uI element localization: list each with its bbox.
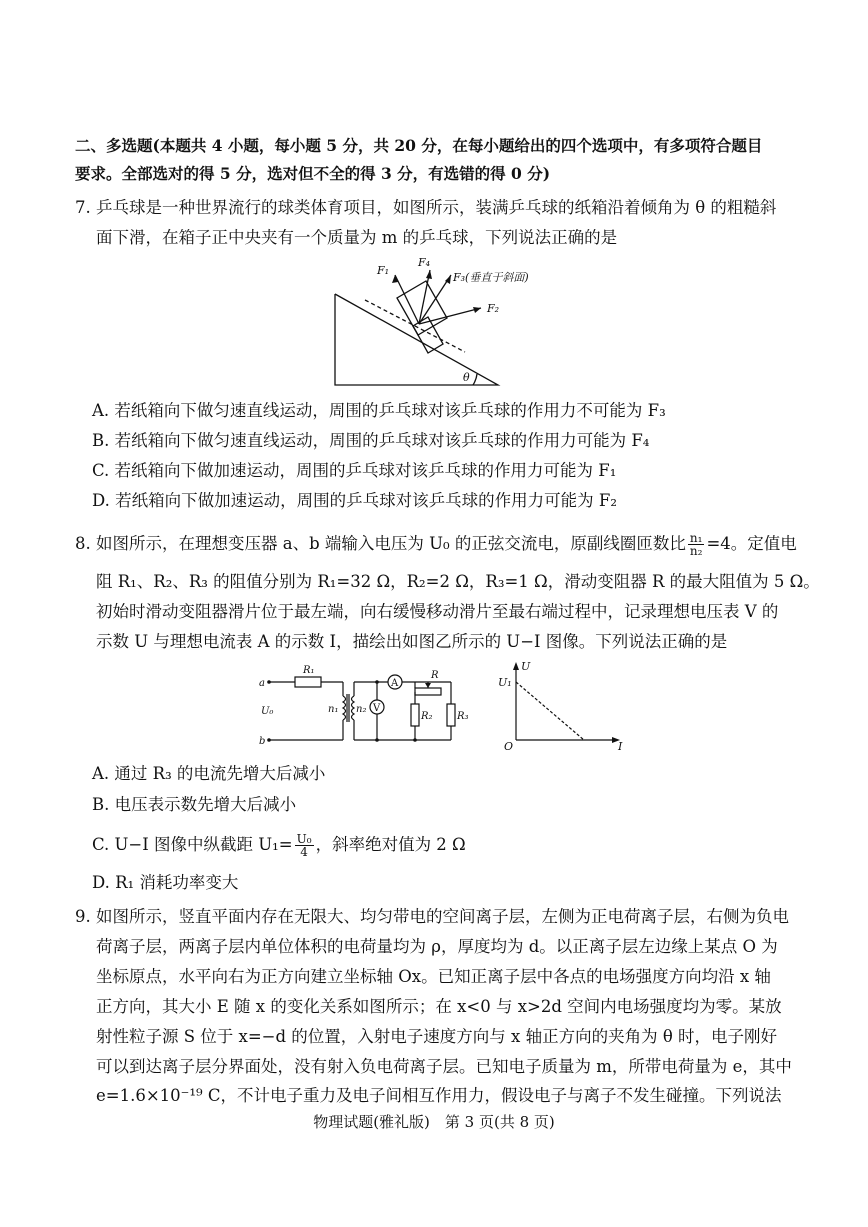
q8-ui-graph [496,660,636,754]
terminal-b: b [259,736,266,747]
q9-stem-line6: 可以到达离子层分界面处，没有射入负电荷离子层。已知电子质量为 m，所带电荷量为 e，其中 [96,1057,792,1076]
label-r: R [431,670,439,681]
secondary-coil [352,696,355,720]
rheostat-r [415,688,441,695]
resistor-r1 [295,677,321,687]
q7-option-a: A. 若纸箱向下做匀速直线运动，周围的乒乓球对该乒乓球的作用力不可能为 F₃ [92,401,666,420]
q7-stem-line1: 7. 乒乓球是一种世界流行的球类体育项目，如图所示，装满乒乓球的纸箱沿着倾角为 θ 的粗糙斜 [75,198,777,217]
q9-stem-line3: 坐标原点，水平向右为正方向建立坐标轴 Ox。已知正离子层中各点的电场强度方向均沿 x 轴 [96,967,771,986]
label-o: O [504,740,514,753]
q8-c-post: ，斜率绝对值为 2 Ω [315,835,466,854]
resistor-r3 [447,704,455,726]
q9-stem-line4: 正方向，其大小 E 随 x 的变化关系如图所示；在 x<0 与 x>2d 空间内电场强度均为零。某放 [96,997,782,1016]
label-voltmeter: V [373,703,381,714]
terminal-a: a [259,678,265,689]
q9-stem-line7: e=1.6×10⁻¹⁹ C，不计电子重力及电子间相互作用力，假设电子与离子不发生碰撞。下列说法 [96,1086,782,1105]
q8-option-c [92,833,466,858]
q8-circuit-figure [255,662,485,754]
label-f4: F₄ [418,256,431,269]
page-footer: 物理试题(雅礼版) 第 3 页(共 8 页) [313,1113,555,1131]
q7-stem-line2: 面下滑，在箱子正中央夹有一个质量为 m 的乒乓球，下列说法正确的是 [96,228,618,247]
section-header-line1: 二、多选题(本题共 4 小题，每小题 5 分，共 20 分，在每小题给出的四个选项中，有多项符合题目 [75,136,763,155]
q8-turns-ratio-fraction [688,532,705,557]
dashed-axis-line [365,300,465,352]
q7-incline-figure [325,252,565,392]
q8-line1-pre: 8. 如图所示，在理想变压器 a、b 端输入电压为 U₀ 的正弦交流电，原副线圈匝数比 [75,534,686,553]
q7-option-b: B. 若纸箱向下做匀速直线运动，周围的乒乓球对该乒乓球的作用力可能为 F₄ [92,431,650,450]
resistor-r2 [411,704,419,726]
q8-option-b: B. 电压表示数先增大后减小 [92,795,297,814]
label-r2: R₂ [421,711,433,722]
q8-stem-line1 [75,532,797,557]
q8-c-den: 4 [300,845,308,859]
q8-ratio-den: n₂ [689,544,703,558]
q7-option-c: C. 若纸箱向下做加速运动，周围的乒乓球对该乒乓球的作用力可能为 F₁ [92,461,617,480]
label-u0: U₀ [261,706,274,717]
label-r3: R₃ [457,711,469,722]
q8-c-fraction [295,833,314,858]
label-u: U [521,660,531,673]
q7-option-d: D. 若纸箱向下做加速运动，周围的乒乓球对该乒乓球的作用力可能为 F₂ [92,491,617,510]
primary-coil [343,696,346,720]
label-f3: F₃(垂直于斜面) [453,271,529,284]
q9-stem-line2: 荷离子层，两离子层内单位体积的电荷量均为 ρ，厚度均为 d。以正离子层左边缘上某点 O 为 [96,937,778,956]
q8-stem-line2: 阻 R₁、R₂、R₃ 的阻值分别为 R₁=32 Ω，R₂=2 Ω，R₃=1 Ω，滑动变阻器 R 的最大阻值为 5 Ω。 [96,572,820,591]
label-i: I [618,740,623,753]
q8-stem-line4: 示数 U 与理想电流表 A 的示数 I，描绘出如图乙所示的 U−I 图像。下列说法正确的是 [96,632,728,651]
label-n1: n₁ [328,704,339,715]
label-f2: F₂ [487,302,500,315]
q9-stem-line5: 射性粒子源 S 位于 x=−d 的位置，入射电子速度方向与 x 轴正方向的夹角为 θ 时，电子刚好 [96,1027,778,1046]
q8-ratio-num: n₁ [689,531,703,545]
label-r1: R₁ [303,665,315,676]
q8-c-pre: C. U−I 图像中纵截距 U₁= [92,835,293,854]
q8-option-d: D. R₁ 消耗功率变大 [92,873,239,892]
label-n2: n₂ [356,704,367,715]
label-ammeter: A [391,678,399,689]
q9-stem-line1: 9. 如图所示，竖直平面内存在无限大、均匀带电的空间离子层，左侧为正电荷离子层，右侧为负电 [75,907,789,926]
label-u1: U₁ [498,676,512,689]
label-f1: F₁ [377,264,390,277]
ui-line [516,682,584,740]
section-header-line2: 要求。全部选对的得 5 分，选对但不全的得 3 分，有选错的得 0 分) [75,164,551,183]
q8-c-num: U₀ [296,832,312,846]
theta-arc [473,374,477,385]
q8-option-a: A. 通过 R₃ 的电流先增大后减小 [92,764,326,783]
label-theta: θ [463,371,470,384]
q8-line1-post: =4。定值电 [706,534,797,553]
q8-stem-line3: 初始时滑动变阻器滑片位于最左端，向右缓慢移动滑片至最右端过程中，记录理想电压表 V 的 [96,602,779,621]
